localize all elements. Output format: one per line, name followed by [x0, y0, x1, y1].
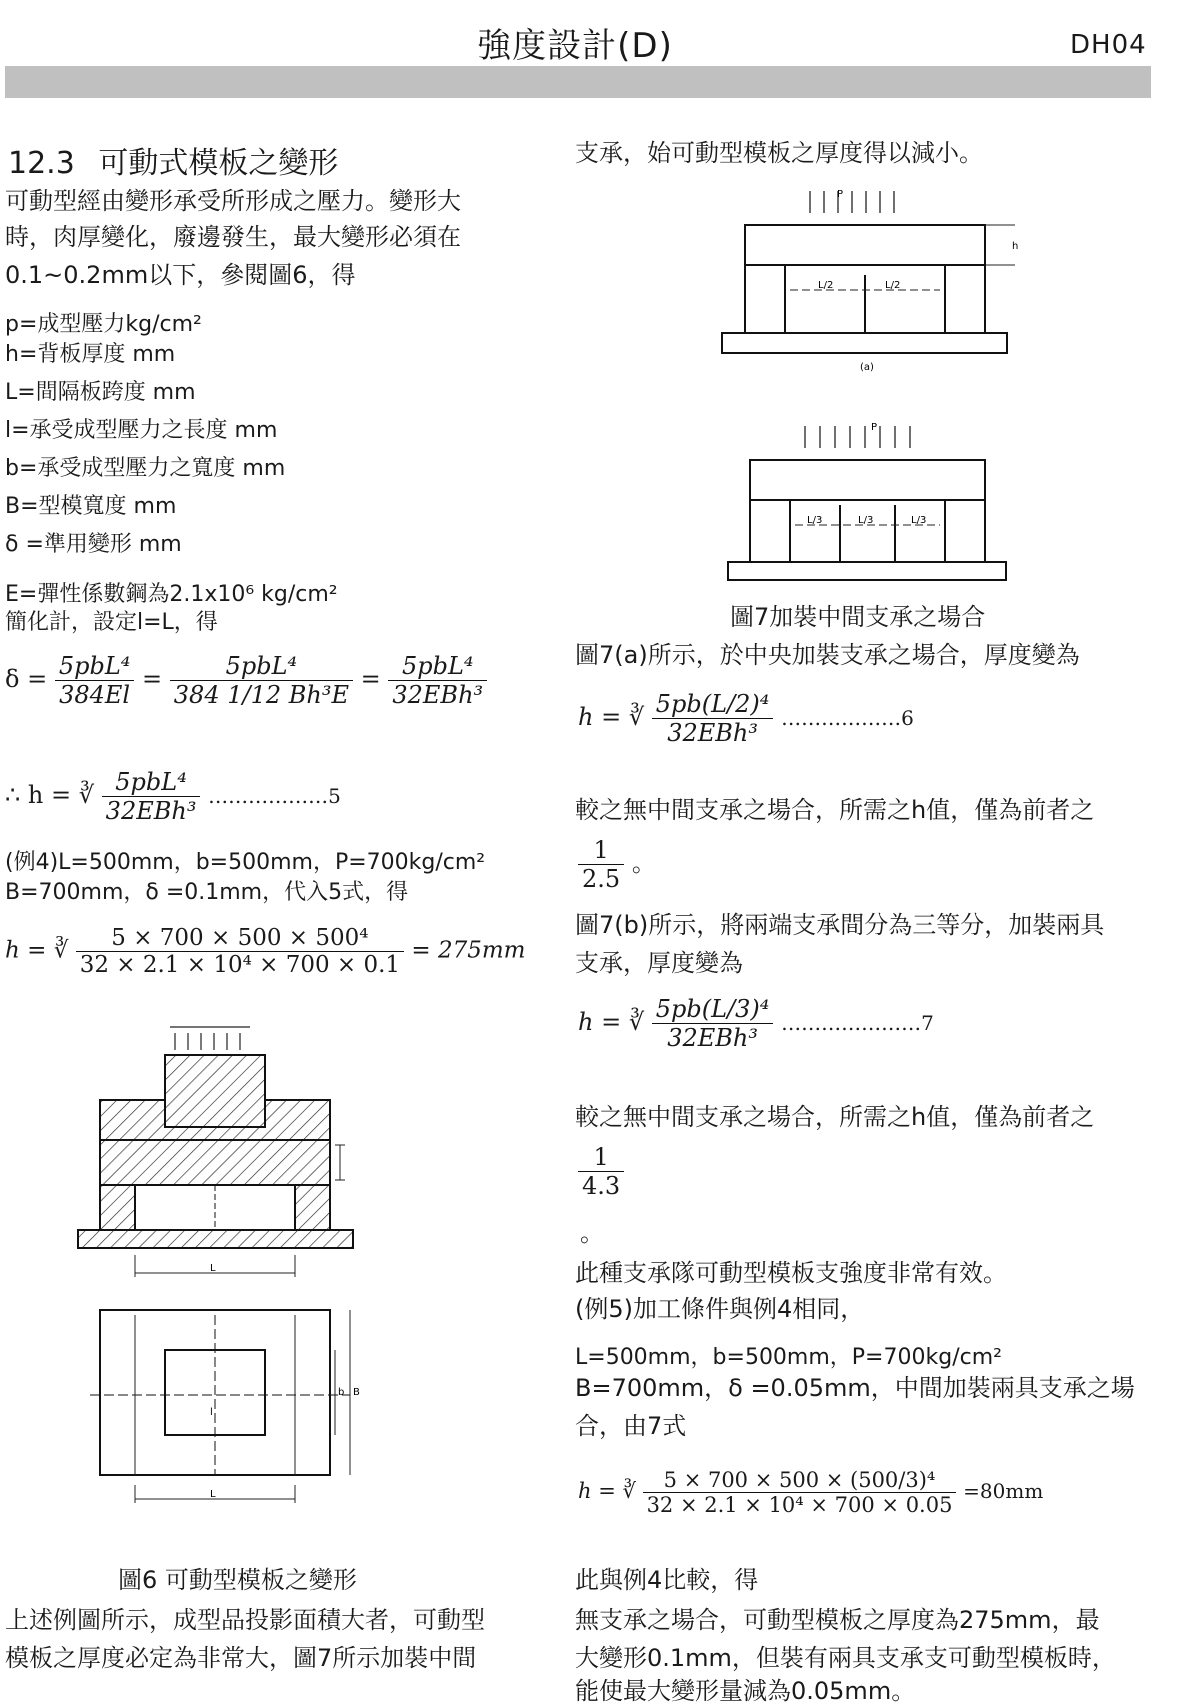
- equation-5: ∴ h = ∛ $\frac{\text{5pbL⁴}}{\text{32EBh³}}$ ………………5: [5, 768, 341, 825]
- figure-6-caption: 圖6 可動型模板之變形: [118, 1566, 357, 1594]
- page-title: 強度設計(D): [477, 26, 673, 66]
- conclusion-line-3: 能使最大變形量減為0.05mm。: [575, 1677, 916, 1705]
- intro-line-2: 時，肉厚變化，廢邊發生，最大變形必須在: [5, 223, 461, 251]
- example5-line2: B=700mm，δ =0.05mm，中間加裝兩具支承之場: [575, 1374, 1135, 1402]
- section-heading: [8, 138, 338, 182]
- svg-text:L/3: L/3: [858, 515, 874, 526]
- section-number: 12.3: [8, 146, 75, 181]
- svg-text:L/2: L/2: [885, 280, 901, 291]
- simplify-line: 簡化計，設定l=L，得: [5, 610, 218, 635]
- effective-line: 此種支承隊可動型模板支強度非常有效。: [575, 1259, 1007, 1287]
- figure-6-drawing: [60, 1015, 380, 1560]
- elastic-modulus: E=彈性係數鋼為2.1x10⁶ kg/cm²: [5, 582, 338, 607]
- example5-line1: L=500mm，b=500mm，P=700kg/cm²: [575, 1345, 1002, 1370]
- example4-equation: h = ∛ $\frac{\text{5 × 700 × 500 × 500⁴}}{\text{32 × 2.1 × 10⁴ × 700 × 0.1}}$ = 275mm: [5, 925, 526, 978]
- svg-text:L: L: [210, 1263, 216, 1274]
- ratio-2-tail: 。: [580, 1219, 604, 1247]
- var-L: L=間隔板跨度 mm: [5, 380, 196, 405]
- intro-line-3: 0.1~0.2mm以下，參閱圖6，得: [5, 261, 356, 289]
- svg-text:h: h: [1012, 241, 1019, 252]
- var-l: l=承受成型壓力之長度 mm: [5, 418, 278, 443]
- figure-7b-drawing: [725, 420, 1015, 600]
- delta-equation: δ = $\frac{\text{5pbL⁴}}{384El}$ = $\frac{\text{5pbL⁴}}{\text{384 1/12 Bh³E}}$ = $\frac{\text{5pbL⁴}}{\text{32EBh³}}$: [5, 652, 487, 709]
- svg-text:L/3: L/3: [911, 515, 927, 526]
- example5-intro: (例5)加工條件與例4相同，: [575, 1295, 865, 1323]
- compare-line-1: 較之無中間支承之場合，所需之h值，僅為前者之: [575, 796, 1095, 824]
- example4-line1: (例4)L=500mm，b=500mm，P=700kg/cm²: [5, 850, 486, 875]
- intro-line-1: 可動型經由變形承受所形成之壓力。變形大: [5, 187, 461, 215]
- fig7b-text-2: 支承，厚度變為: [575, 949, 743, 977]
- var-h: h=背板厚度 mm: [5, 342, 176, 367]
- example5-equation: h = ∛ $\frac{\text{5 × 700 × 500 × (500/3)⁴}}{\text{32 × 2.1 × 10⁴ × 700 × 0.05}}$ =80mm: [578, 1468, 1044, 1517]
- fig6-pressure-arrows: [170, 1027, 250, 1050]
- var-b: b=承受成型壓力之寬度 mm: [5, 456, 286, 481]
- svg-text:L/3: L/3: [807, 515, 823, 526]
- outro-line-2: 模板之厚度必定為非常大，圖7所示加裝中間: [5, 1644, 477, 1672]
- figure-7a-drawing: [710, 185, 1030, 375]
- var-delta: δ =準用變形 mm: [5, 532, 182, 557]
- header-bar: [5, 66, 1151, 98]
- var-B: B=型模寬度 mm: [5, 494, 177, 519]
- compare-line-2: 較之無中間支承之場合，所需之h值，僅為前者之: [575, 1103, 1095, 1131]
- figure-7-caption: 圖7加裝中間支承之場合: [730, 603, 986, 631]
- example4-line2: B=700mm，δ =0.1mm，代入5式，得: [5, 880, 409, 905]
- svg-text:L/2: L/2: [818, 280, 834, 291]
- var-p: p=成型壓力kg/cm²: [5, 312, 202, 337]
- outro-line-1: 上述例圖所示，成型品投影面積大者，可動型: [5, 1606, 485, 1634]
- compare-head: 此與例4比較，得: [575, 1566, 759, 1594]
- fig7a-label: (a): [860, 362, 874, 373]
- conclusion-line-2: 大變形0.1mm，但裝有兩具支承支可動型模板時，: [575, 1644, 1116, 1672]
- conclusion-line-1: 無支承之場合，可動型模板之厚度為275mm，最: [575, 1606, 1100, 1634]
- svg-text:B: B: [353, 1387, 360, 1398]
- fig7a-text: 圖7(a)所示，於中央加裝支承之場合，厚度變為: [575, 641, 1080, 669]
- fig7b-text-1: 圖7(b)所示，將兩端支承間分為三等分，加裝兩具: [575, 911, 1105, 939]
- ratio-2: $\frac{1}{4.3}$: [578, 1143, 624, 1200]
- svg-text:l: l: [210, 1407, 213, 1418]
- ratio-1: $\frac{1}{2.5}$ 。: [578, 836, 656, 893]
- section-title: 可動式模板之變形: [98, 146, 339, 181]
- svg-text:L: L: [210, 1489, 216, 1500]
- svg-text:P: P: [837, 189, 844, 200]
- svg-text:b: b: [338, 1387, 345, 1398]
- svg-text:P: P: [871, 422, 878, 433]
- equation-6: h = ∛ $\frac{\text{5pb(L/2)⁴}}{\text{32EBh³}}$ ………………6: [578, 690, 914, 747]
- page-code: DH04: [1070, 30, 1147, 60]
- example5-line3: 合，由7式: [575, 1412, 687, 1440]
- continuation-line: 支承，始可動型模板之厚度得以減小。: [575, 139, 983, 167]
- equation-7: h = ∛ $\frac{\text{5pb(L/3)⁴}}{\text{32EBh³}}$ …………………7: [578, 995, 934, 1052]
